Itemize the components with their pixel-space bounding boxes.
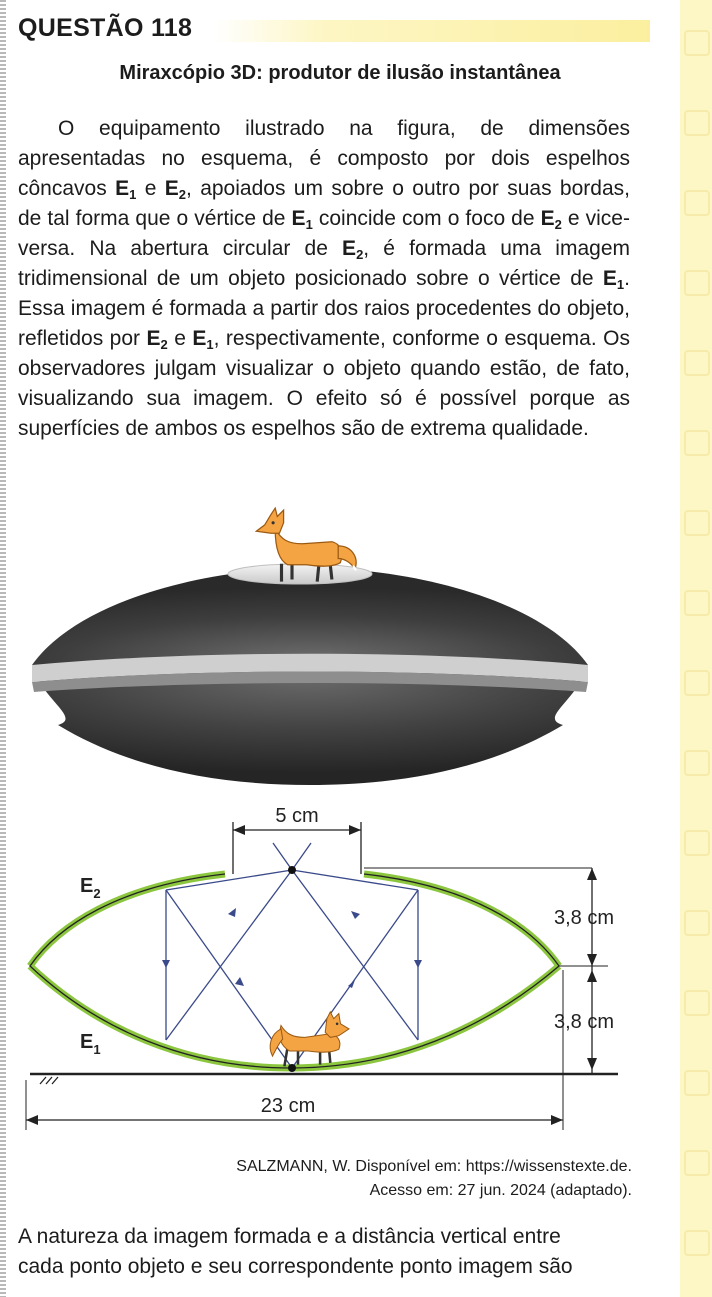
label-e1: $E_1$ bbox=[80, 1031, 101, 1057]
question-stem bbox=[18, 1222, 638, 1282]
left-border bbox=[0, 0, 6, 1297]
question-line-2: cada ponto objeto e seu correspondente ponto imagem são bbox=[18, 1255, 573, 1278]
question-header bbox=[18, 10, 638, 48]
mirascope-illustration bbox=[32, 564, 588, 785]
top-opening bbox=[228, 564, 372, 584]
question-paragraph: O equipamento ilustrado na figura, de dimensões apresentadas no esquema, é composto por dois espelhos côncavos $E_1$ e $E_2$, apoiados um sobre o outro por suas bordas, de tal forma que o vértice de $E_1$ coincide com o foco de $E_2$ e vice-versa. Na abertura circular de $E_2$, é formada uma imagem tridimensional de um objeto posicionado sobre o vértice de $E_1$. Essa imagem é formada a partir dos raios procedentes do objeto, refletidos por $E_2$ e $E_1$, respectivamente, conforme o esquema. Os observadores julgam visualizar o objeto quando estão, de fato, visualizando sua imagem. O efeito só é possível porque as superfícies de ambos os espelhos são de extrema qualidade. bbox=[18, 117, 630, 440]
source-line-1: SALZMANN, W. Disponível em: https://wissenstexte.de. bbox=[236, 1158, 632, 1175]
source-citation bbox=[18, 1155, 632, 1203]
question-number: QUESTÃO 118 bbox=[18, 14, 193, 42]
dimension-label-h1: 3,8 cm bbox=[553, 907, 615, 929]
mirror-e2-right bbox=[364, 874, 559, 966]
ray-arrows bbox=[162, 908, 422, 988]
dimension-label-h2: 3,8 cm bbox=[553, 1011, 615, 1033]
fox-object-icon bbox=[270, 1012, 349, 1066]
object-point bbox=[288, 1064, 296, 1072]
label-e2: $E_2$ bbox=[80, 875, 101, 901]
header-highlight-bar bbox=[214, 20, 650, 42]
question-title: Miraxcópio 3D: produtor de ilusão instantânea bbox=[119, 62, 561, 84]
mirascope-schematic bbox=[26, 805, 618, 1130]
dimension-label-bottom: 23 cm bbox=[260, 1095, 316, 1117]
mirror-e1 bbox=[30, 966, 559, 1068]
dimension-label-top: 5 cm bbox=[275, 805, 319, 827]
source-line-2: Acesso em: 27 jun. 2024 (adaptado). bbox=[369, 1182, 632, 1199]
image-point bbox=[288, 866, 296, 874]
mirror-e2-left bbox=[30, 874, 225, 966]
right-decorative-strip bbox=[680, 0, 712, 1297]
mirascope-figure bbox=[18, 500, 638, 1145]
question-line-1: A natureza da imagem formada e a distância vertical entre bbox=[18, 1225, 561, 1248]
